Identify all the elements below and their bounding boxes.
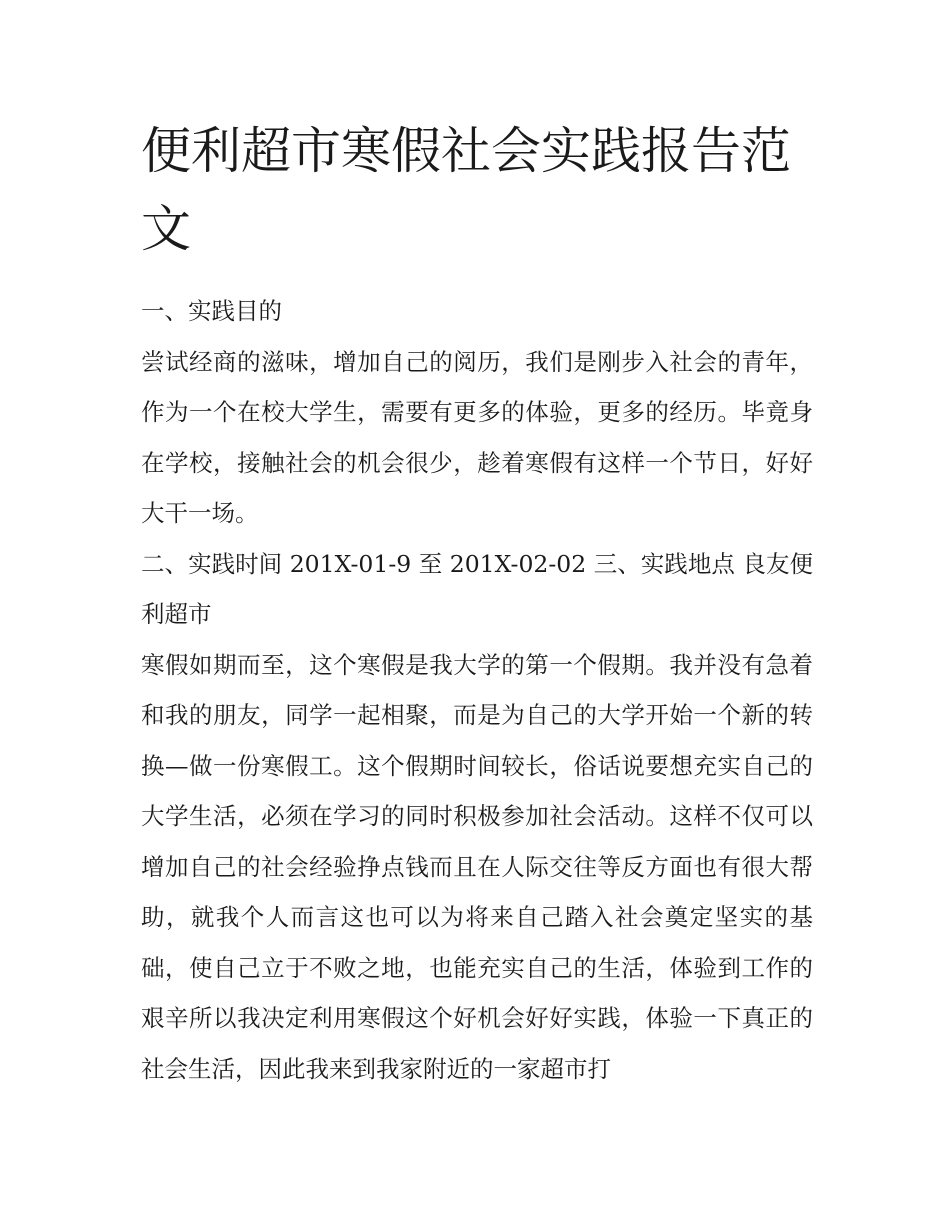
section-heading-purpose: 一、实践目的 <box>141 297 282 325</box>
paragraph-purpose: 尝试经商的滋味，增加自己的阅历，我们是刚步入社会的青年，作为一个在校大学生，需要有更多的体验，更多的经历。毕竟身在学校，接触社会的机会很少，趁着寒假有这样一个节日，好好大干一场。 <box>141 347 813 527</box>
paragraph-body: 寒假如期而至，这个寒假是我大学的第一个假期。我并没有急着和我的朋友，同学一起相聚，而是为自己的大学开始一个新的转换—做一份寒假工。这个假期时间较长，俗话说要想充实自己的大学生活，必须在学习的同时积极参加社会活动。这样不仅可以增加自己的社会经验挣点钱而且在人际交往等反方面也有很大帮助，就我个人而言这也可以为将来自己踏入社会奠定坚实的基础，使自己立于不败之地，也能充实自己的生活，体验到工作的艰辛所以我决定利用寒假这个好机会好好实践，体验一下真正的社会生活，因此我来到我家附近的一家超市打 <box>141 650 813 1083</box>
document-page <box>141 112 813 1094</box>
section-heading-time-location: 二、实践时间 201X-01-9 至 201X-02-02 三、实践地点 良友便利超市 <box>141 549 813 628</box>
document-title: 便利超市寒假社会实践报告范文 <box>141 122 791 258</box>
